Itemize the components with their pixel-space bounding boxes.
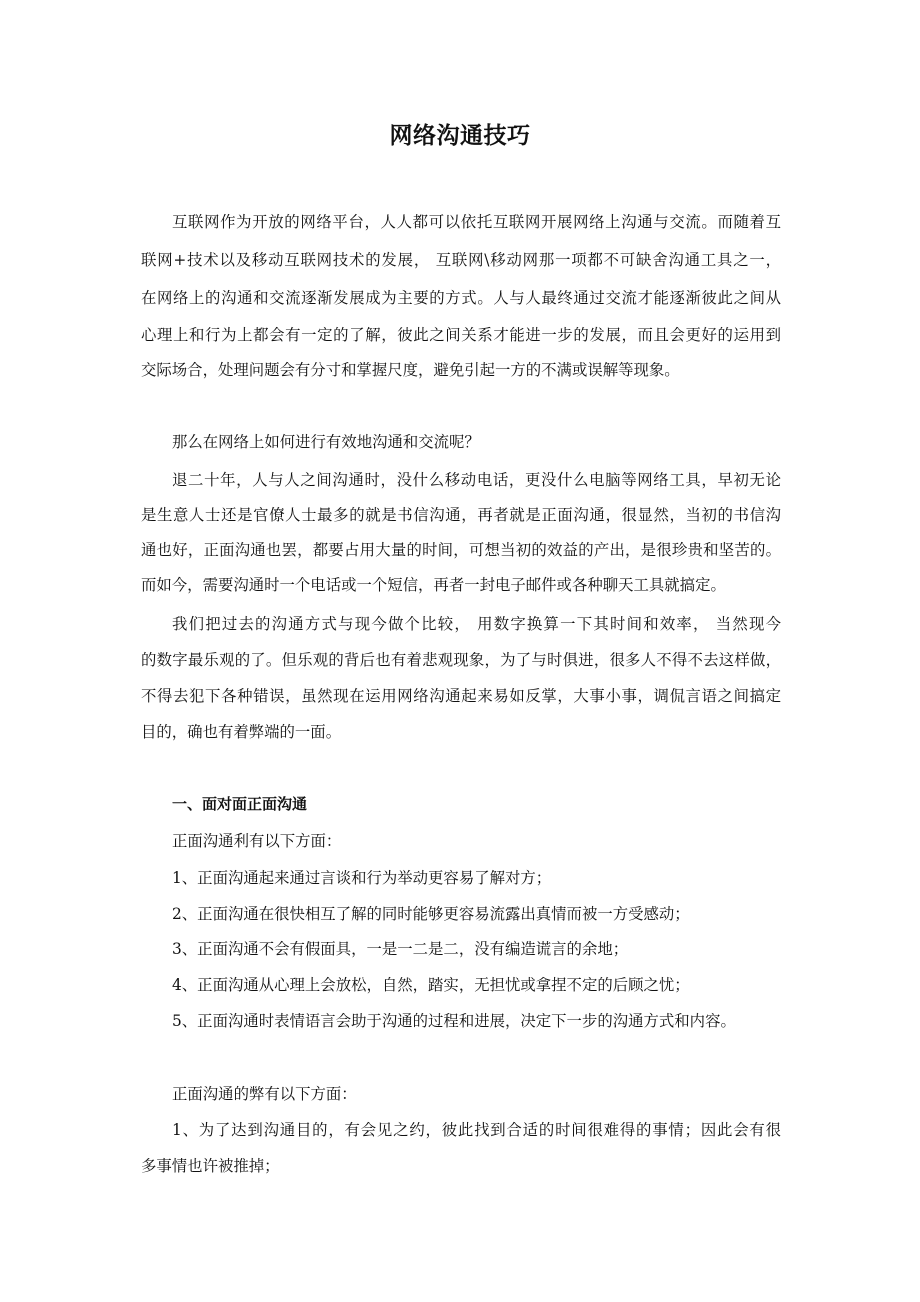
past-line-1: 退二十年，人与人之间沟通时，没什么移动电话，更没什么电脑等网络工具，早初无论 <box>172 471 781 489</box>
compare-line-3: 不得去犯下各种错误，虽然现在运用网络沟通起来易如反掌，大事小事，调侃言语之间搞定 <box>141 687 781 705</box>
pros-item-5: 5、正面沟通时表情语言会助于沟通的过程和进展，决定下一步的沟通方式和内容。 <box>172 1012 736 1030</box>
section-heading: 一、面对面正面沟通 <box>172 795 308 813</box>
intro-line-3: 在网络上的沟通和交流逐渐发展成为主要的方式。人与人最终通过交流才能逐渐彼此之间从 <box>141 289 781 307</box>
question-line: 那么在网络上如何进行有效地沟通和交流呢？ <box>172 433 480 451</box>
intro-line-5: 交际场合，处理问题会有分寸和掌握尺度，避免引起一方的不满或误解等现象。 <box>141 361 680 379</box>
pros-item-2: 2、正面沟通在很快相互了解的同时能够更容易流露出真情而被一方受感动； <box>172 905 690 923</box>
cons-item-1-line-2: 多事情也许被推掉； <box>141 1157 280 1175</box>
intro-line-1: 互联网作为开放的网络平台，人人都可以依托互联网开展网络上沟通与交流。而随着互 <box>172 213 781 231</box>
compare-line-1: 我们把过去的沟通方式与现今做个比较， 用数字换算一下其时间和效率， 当然现今 <box>172 615 781 633</box>
cons-intro: 正面沟通的弊有以下方面： <box>172 1085 357 1103</box>
past-line-4: 而如今，需要沟通时一个电话或一个短信，再者一封电子邮件或各种聊天工具就搞定。 <box>141 576 726 594</box>
intro-line-4: 心理上和行为上都会有一定的了解，彼此之间关系才能进一步的发展，而且会更好的运用到 <box>141 326 781 344</box>
compare-line-4: 目的，确也有着弊端的一面。 <box>141 723 342 741</box>
cons-item-1-line-1: 1、为了达到沟通目的，有会见之约，彼此找到合适的时间很难得的事情；因此会有很 <box>172 1121 781 1139</box>
pros-item-1: 1、正面沟通起来通过言谈和行为举动更容易了解对方； <box>172 869 552 887</box>
past-line-3: 通也好，正面沟通也罢，都要占用大量的时间，可想当初的效益的产出，是很珍贵和坚苦的。 <box>141 541 781 559</box>
pros-intro: 正面沟通利有以下方面： <box>172 832 342 850</box>
pros-item-3: 3、正面沟通不会有假面具，一是一二是二，没有编造谎言的余地； <box>172 940 629 958</box>
document-title: 网络沟通技巧 <box>389 123 531 149</box>
intro-line-2: 联网+技术以及移动互联网技术的发展， 互联网\移动网那一项都不可缺舍沟通工具之一， <box>141 251 781 269</box>
past-line-2: 是生意人士还是官僚人士最多的就是书信沟通，再者就是正面沟通，很显然，当初的书信沟 <box>141 506 781 524</box>
pros-item-4: 4、正面沟通从心理上会放松，自然，踏实，无担忧或拿捏不定的后顾之忧； <box>172 976 690 994</box>
compare-line-2: 的数字最乐观的了。但乐观的背后也有着悲观现象，为了与时俱进，很多人不得不去这样做， <box>141 651 781 669</box>
